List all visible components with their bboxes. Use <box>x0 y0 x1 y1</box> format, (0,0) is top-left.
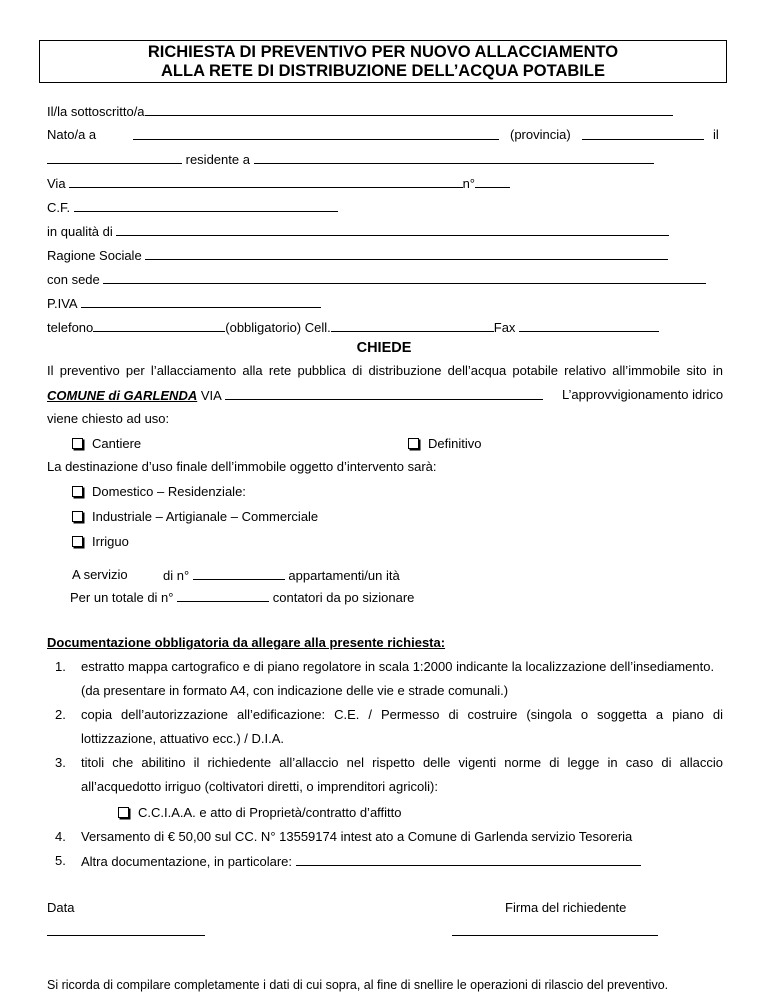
option-cciaa[interactable] <box>118 805 402 821</box>
field-sede[interactable] <box>47 271 706 288</box>
label-il: il <box>713 127 719 142</box>
label-via: Via <box>47 176 66 191</box>
label-irriguo: Irriguo <box>92 534 129 549</box>
request-line-2 <box>47 387 543 404</box>
input-nato[interactable] <box>133 127 499 144</box>
heading-chiede: CHIEDE <box>356 340 412 356</box>
field-contatori[interactable] <box>70 589 414 606</box>
label-firma: Firma del richiedente <box>505 900 627 915</box>
label-cantiere: Cantiere <box>92 436 142 451</box>
input-data-nascita[interactable] <box>47 151 182 164</box>
input-appartamenti[interactable] <box>193 567 285 580</box>
field-residente[interactable] <box>47 151 654 168</box>
doc-item-2b: lottizzazione, attuativo ecc.) / D.I.A. <box>81 731 285 746</box>
label-numero: n° <box>462 176 475 191</box>
input-firma[interactable] <box>452 935 658 936</box>
doc-item-1b: (da presentare in formato A4, con indicazione delle vie e strade comunali.) <box>81 683 509 698</box>
label-provincia: (provincia) <box>510 127 571 142</box>
input-data[interactable] <box>47 935 205 936</box>
request-line-1: Il preventivo per l’allacciamento alla rete pubblica di distribuzione dell’acqua potabile relativo all’immobile sito in <box>47 363 723 378</box>
label-nato: Nato/a a <box>47 127 97 142</box>
label-approvvigionamento: L’approvvigionamento idrico <box>562 387 724 402</box>
label-sede: con sede <box>47 272 100 287</box>
input-sottoscritto[interactable] <box>145 103 673 116</box>
label-telefono: telefono <box>47 320 94 335</box>
doc-number-2: 2. <box>55 707 66 722</box>
label-data: Data <box>47 900 75 915</box>
label-sottoscritto: Il/la sottoscritto/a <box>47 104 145 119</box>
title-line-1: RICHIESTA DI PREVENTIVO PER NUOVO ALLACCIAMENTO <box>147 43 619 61</box>
document-title <box>39 40 727 83</box>
label-ragione-sociale: Ragione Sociale <box>47 248 142 263</box>
checkbox-domestico[interactable] <box>72 486 83 497</box>
input-piva[interactable] <box>81 295 321 308</box>
input-cf[interactable] <box>74 199 338 212</box>
request-line-3: viene chiesto ad uso: <box>47 411 170 426</box>
field-contatti[interactable] <box>47 319 659 336</box>
label-fax: Fax <box>493 320 516 335</box>
label-cciaa: C.C.I.A.A. e atto di Proprietà/contratto d’affitto <box>138 805 402 820</box>
label-contatori: contatori da po sizionare <box>272 590 415 605</box>
doc-item-3a: titoli che abilitino il richiedente all’allaccio nel rispetto delle vigenti norme di legge in caso di allaccio <box>81 755 723 770</box>
option-cantiere[interactable] <box>72 436 141 452</box>
checkbox-irriguo[interactable] <box>72 536 83 547</box>
input-provincia[interactable] <box>582 127 704 144</box>
comune-garlenda: COMUNE di GARLENDA <box>47 388 198 403</box>
field-ragione-sociale[interactable] <box>47 247 668 264</box>
label-totale: Per un totale di n° <box>70 590 174 605</box>
doc-number-5: 5. <box>55 853 66 868</box>
doc-item-2a: copia dell’autorizzazione all’edificazione: C.E. / Permesso di costruire (singola o soggetta a piano di <box>81 707 723 722</box>
title-line-2: ALLA RETE DI DISTRIBUZIONE DELL’ACQUA POTABILE <box>161 62 605 80</box>
doc-item-1a: estratto mappa cartografico e di piano regolatore in scala 1:2000 indicante la localizzazione dell’insediamento. <box>81 659 715 674</box>
input-ragione-sociale[interactable] <box>145 247 668 260</box>
field-via[interactable] <box>47 175 510 192</box>
label-a-servizio: A servizio <box>72 567 128 582</box>
input-via-immobile[interactable] <box>225 387 543 400</box>
input-altra-documentazione[interactable] <box>296 853 641 866</box>
checkbox-cciaa[interactable] <box>118 807 129 818</box>
input-telefono[interactable] <box>93 319 225 332</box>
label-residente: residente a <box>185 152 250 167</box>
documentazione-heading: Documentazione obbligatoria da allegare alla presente richiesta: <box>47 635 446 650</box>
label-qualita: in qualità di <box>47 224 113 239</box>
option-industriale[interactable] <box>72 509 318 525</box>
label-altra-documentazione: Altra documentazione, in particolare: <box>81 854 293 869</box>
label-domestico: Domestico – Residenziale: <box>92 484 246 499</box>
input-sede[interactable] <box>103 271 706 284</box>
label-appartamenti: appartamenti/un ità <box>288 568 400 583</box>
label-industriale: Industriale – Artigianale – Commerciale <box>92 509 319 524</box>
input-fax[interactable] <box>519 319 659 332</box>
option-definitivo[interactable] <box>408 436 481 452</box>
label-cell: (obbligatorio) Cell. <box>225 320 331 335</box>
input-numero[interactable] <box>475 175 510 188</box>
doc-number-3: 3. <box>55 755 66 770</box>
field-cf[interactable] <box>47 199 338 216</box>
checkbox-cantiere[interactable] <box>72 438 83 449</box>
doc-item-5[interactable] <box>81 853 641 870</box>
option-irriguo[interactable] <box>72 534 129 550</box>
checkbox-industriale[interactable] <box>72 511 83 522</box>
footer-note: Si ricorda di compilare completamente i dati di cui sopra, al fine di snellire le operazioni di rilascio del preventivo. <box>47 978 669 992</box>
input-residente[interactable] <box>254 151 654 164</box>
label-definitivo: Definitivo <box>428 436 482 451</box>
doc-number-4: 4. <box>55 829 66 844</box>
input-cell[interactable] <box>331 319 494 332</box>
input-qualita[interactable] <box>116 223 669 236</box>
doc-number-1: 1. <box>55 659 66 674</box>
label-via-immobile: VIA <box>200 388 222 403</box>
label-cf: C.F. <box>47 200 71 215</box>
input-via[interactable] <box>69 175 463 188</box>
input-contatori[interactable] <box>177 589 269 602</box>
field-appartamenti[interactable] <box>163 567 400 584</box>
label-di-n: di n° <box>163 568 190 583</box>
doc-item-4: Versamento di € 50,00 sul CC. N° 13559174 intest ato a Comune di Garlenda servizio Tesoreria <box>81 829 633 844</box>
label-piva: P.IVA <box>47 296 77 311</box>
destinazione-label: La destinazione d’uso finale dell’immobile oggetto d’intervento sarà: <box>47 459 437 474</box>
field-qualita[interactable] <box>47 223 669 240</box>
doc-item-3b: all’acquedotto irriguo (coltivatori diretti, o imprenditori agricoli): <box>81 779 438 794</box>
option-domestico[interactable] <box>72 484 246 500</box>
field-sottoscritto[interactable] <box>47 103 673 120</box>
checkbox-definitivo[interactable] <box>408 438 419 449</box>
field-piva[interactable] <box>47 295 321 312</box>
